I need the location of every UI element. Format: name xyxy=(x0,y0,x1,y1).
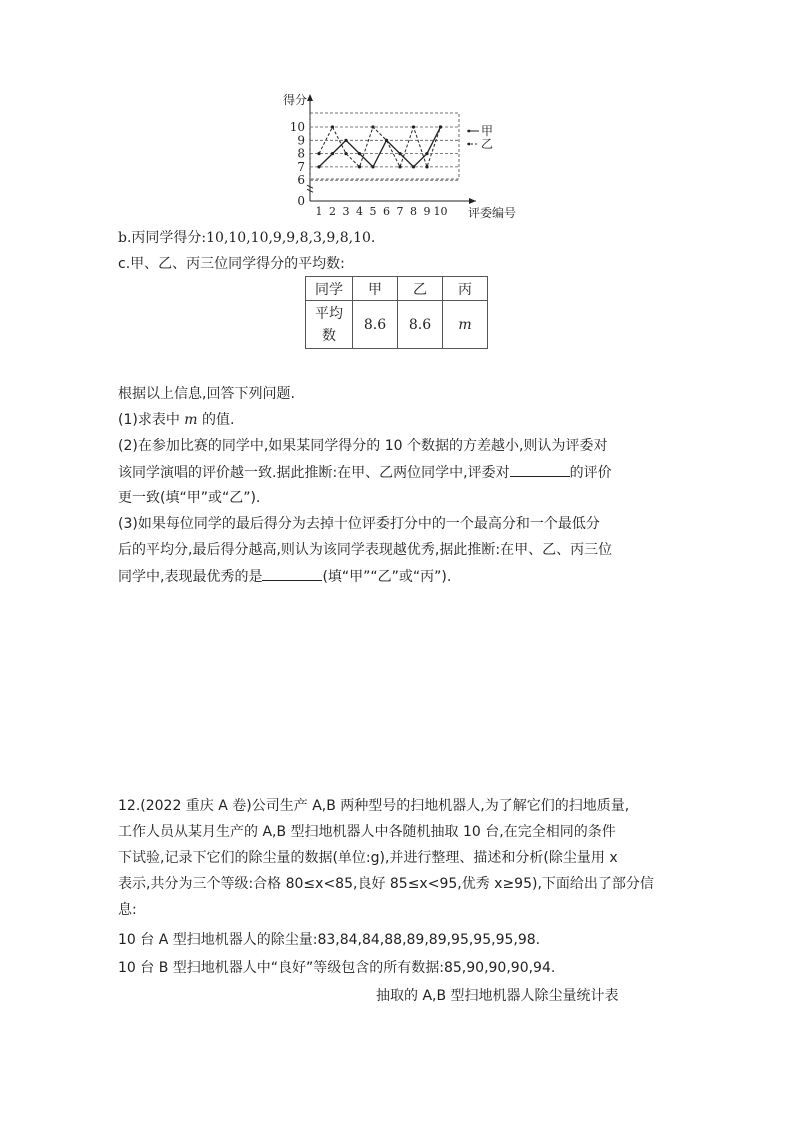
data-point xyxy=(425,152,428,155)
x-tick-label: 7 xyxy=(396,205,404,218)
data-point xyxy=(425,165,428,168)
x-tick-label: 4 xyxy=(356,205,363,218)
table-header-cell: 丙 xyxy=(443,277,488,301)
y-tick-label: 8 xyxy=(297,146,305,161)
data-point xyxy=(331,152,334,155)
problem-12-line-4: 表示,共分为三个等级:合格 80≤x<85,良好 85≤x<95,优秀 x≥95),下面给出了部分信 xyxy=(118,876,654,892)
data-point xyxy=(385,139,388,142)
x-tick-label: 1 xyxy=(315,205,323,218)
data-point xyxy=(412,125,415,128)
answer-blank xyxy=(262,566,322,581)
q2-text: 的评价 xyxy=(569,465,612,481)
x-tick-label: 6 xyxy=(383,205,390,218)
intro-line: 根据以上信息,回答下列问题. xyxy=(118,386,295,402)
q1-text: 的值. xyxy=(197,412,235,428)
series-line-yi xyxy=(319,127,441,167)
q2-text: 该同学演唱的评价越一致.据此推断:在甲、乙两位同学中,评委对 xyxy=(118,465,510,481)
problem-12-line-5: 息: xyxy=(118,902,137,918)
x-tick-label: 3 xyxy=(342,205,350,218)
q1-text: (1)求表中 xyxy=(118,412,185,428)
table-row-label xyxy=(306,301,353,349)
y-tick-label: 7 xyxy=(297,159,305,174)
row-label-part: 平均 xyxy=(315,305,343,322)
x-axis-arrow xyxy=(469,198,476,204)
problem-12-line-2: 工作人员从某月生产的 A,B 型扫地机器人中各随机抽取 10 台,在完全相同的条件 xyxy=(118,824,616,840)
chart-svg xyxy=(262,84,524,224)
q3-text: 同学中,表现最优秀的是 xyxy=(118,569,263,585)
table-header-cell: 甲 xyxy=(353,277,398,301)
y-tick-label: 9 xyxy=(297,133,305,148)
table-value-cell: m xyxy=(443,301,488,349)
score-line-chart xyxy=(262,84,524,224)
question-1 xyxy=(118,410,234,430)
series-line-jia xyxy=(319,127,441,167)
table-header-cell: 同学 xyxy=(306,277,353,301)
legend-marker xyxy=(468,143,471,146)
question-2-line-2 xyxy=(118,462,612,483)
problem-12-line-7: 10 台 B 型扫地机器人中“良好”等级包含的所有数据:85,90,90,90,94. xyxy=(118,960,556,976)
x-tick-label: 8 xyxy=(410,205,417,218)
problem-12-line-3: 下试验,记录下它们的除尘量的数据(单位:g),并进行整理、描述和分析(除尘量用 x xyxy=(118,850,618,866)
row-label-part: 数 xyxy=(322,327,336,344)
y-tick-label: 6 xyxy=(297,173,305,188)
data-point xyxy=(412,165,415,168)
data-point xyxy=(371,125,374,128)
answer-blank xyxy=(510,462,570,477)
data-point xyxy=(358,165,361,168)
plot-border xyxy=(310,113,459,179)
problem-12-line-1: 12.(2022 重庆 A 卷)公司生产 A,B 两种型号的扫地机器人,为了解它们的扫地质量, xyxy=(118,798,630,814)
x-axis-label: 评委编号 xyxy=(468,206,517,220)
y-axis-arrow xyxy=(307,94,313,101)
data-point xyxy=(439,125,442,128)
question-2-line-1: (2)在参加比赛的同学中,如果某同学得分的 10 个数据的方差越小,则认为评委对 xyxy=(118,438,608,454)
q3-text: (填“甲”“乙”或“丙”). xyxy=(322,569,452,585)
data-point xyxy=(331,125,334,128)
data-point xyxy=(317,165,320,168)
question-3-line-3 xyxy=(118,566,451,587)
table-value-cell: 8.6 xyxy=(353,301,398,349)
question-2-line-3: 更一致(填“甲”或“乙”). xyxy=(118,490,261,506)
origin-label: 0 xyxy=(297,194,305,208)
x-tick-label: 10 xyxy=(433,205,448,218)
table-value-cell: 8.6 xyxy=(398,301,443,349)
data-point xyxy=(344,139,347,142)
average-table xyxy=(305,276,488,349)
data-point xyxy=(398,152,401,155)
legend-label: 乙 xyxy=(481,137,494,151)
y-axis-label: 得分 xyxy=(282,93,307,107)
table-header-cell: 乙 xyxy=(398,277,443,301)
question-3-line-2: 后的平均分,最后得分越高,则认为该同学表现越优秀,据此推断:在甲、乙、丙三位 xyxy=(118,542,613,558)
data-point xyxy=(344,152,347,155)
x-tick-label: 5 xyxy=(369,205,377,218)
data-point xyxy=(371,165,374,168)
legend-marker xyxy=(468,130,471,133)
problem-12-line-6: 10 台 A 型扫地机器人的除尘量:83,84,84,88,89,89,95,95,95,98. xyxy=(118,932,541,948)
table-caption: 抽取的 A,B 型扫地机器人除尘量统计表 xyxy=(376,988,619,1004)
line-c: c.甲、乙、丙三位同学得分的平均数: xyxy=(118,256,345,272)
q1-variable: m xyxy=(184,412,198,428)
x-tick-label: 9 xyxy=(423,205,431,218)
legend-label: 甲 xyxy=(481,124,494,138)
question-3-line-1: (3)如果每位同学的最后得分为去掉十位评委打分中的一个最高分和一个最低分 xyxy=(118,516,600,532)
line-b: b.丙同学得分:10,10,10,9,9,8,3,9,8,10. xyxy=(118,230,376,246)
data-point xyxy=(398,165,401,168)
data-point xyxy=(358,152,361,155)
data-point xyxy=(317,152,320,155)
y-tick-label: 10 xyxy=(289,120,305,134)
x-tick-label: 2 xyxy=(329,205,336,218)
